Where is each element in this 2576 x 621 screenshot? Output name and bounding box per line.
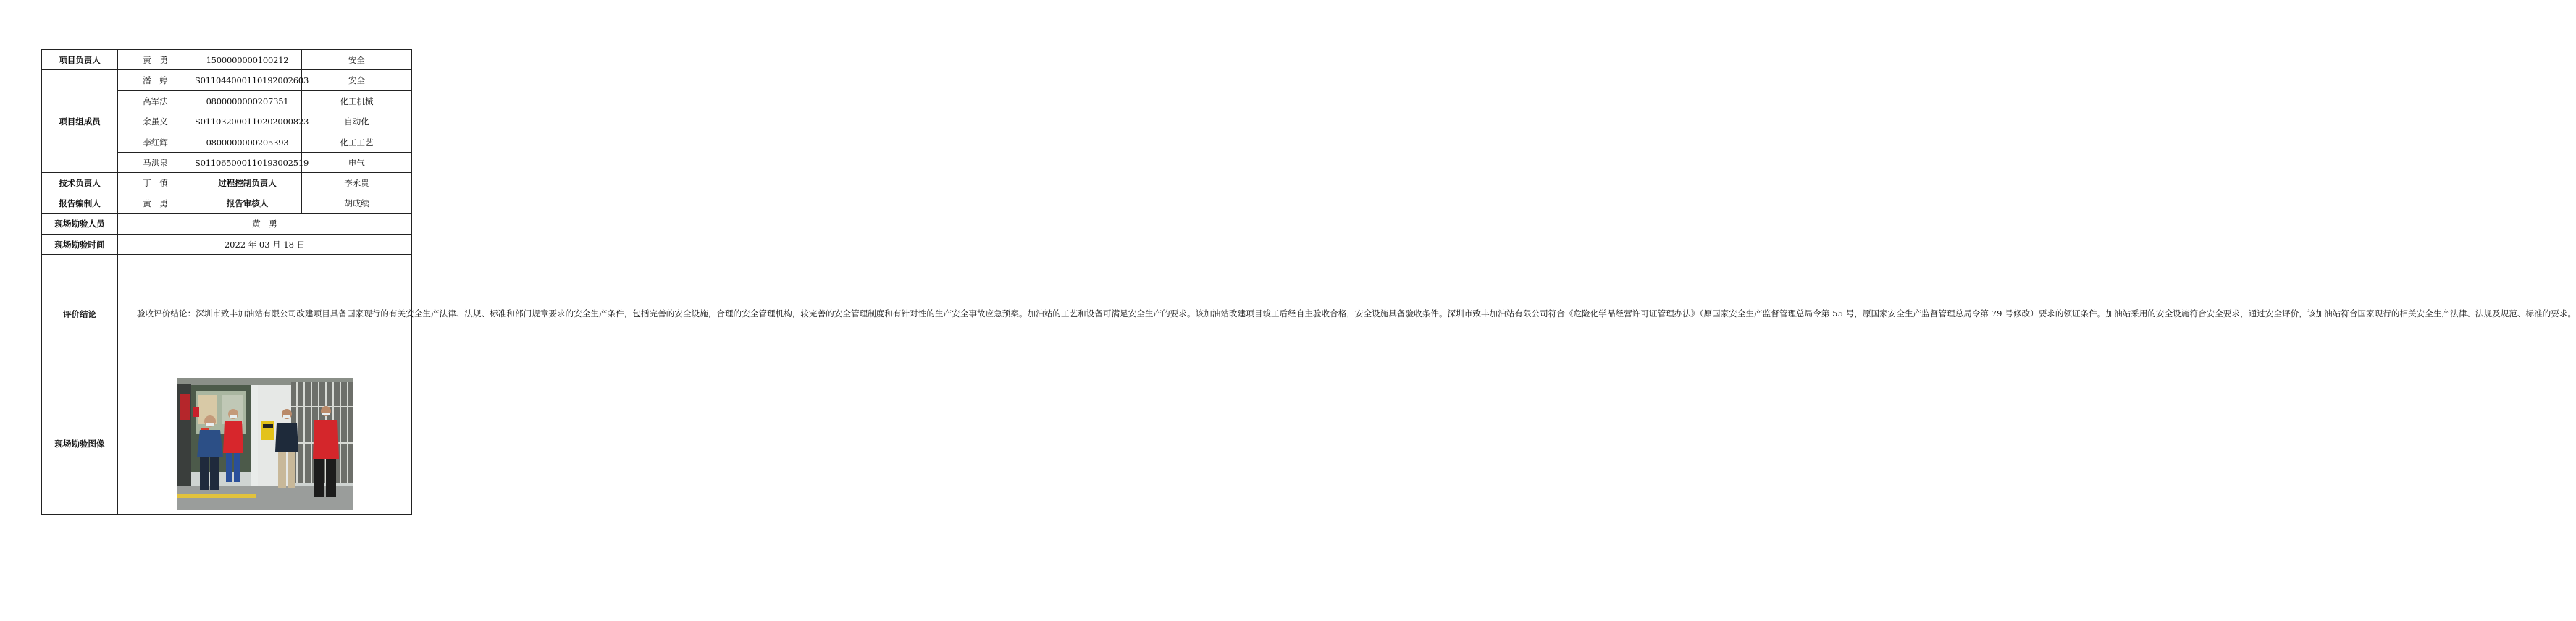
leader-cert: 1500000000100212 [193, 50, 302, 70]
member-name: 余虽义 [118, 111, 193, 132]
tech-label: 技术负责人 [42, 173, 118, 193]
photo-cell [118, 373, 412, 515]
member-name: 高军法 [118, 91, 193, 111]
member-row [42, 70, 412, 91]
member-field: 化工机械 [302, 91, 412, 111]
member-cert: S011044000110192002603 [193, 70, 302, 91]
member-name: 潘 婷 [118, 70, 193, 91]
conclusion-label: 评价结论 [42, 255, 118, 373]
conclusion-cell [118, 255, 2576, 373]
site-time-value: 2022 年 03 月 18 日 [118, 235, 412, 255]
site-inspection-photo [177, 378, 353, 510]
report-reviewer-label: 报告审核人 [193, 193, 302, 214]
site-staff-label: 现场勘验人员 [42, 214, 118, 235]
site-staff-row [42, 214, 412, 235]
conclusion-text: 验收评价结论：深圳市致丰加油站有限公司改建项目具备国家现行的有关安全生产法律、法规、标准和部门规章要求的安全生产条件，包括完善的安全设施，合理的安全管理机构，较完善的安全管理制度和有针对性的生产安全事故应急预案。加油站的工艺和设备可满足安全生产的要求。该加油站改建项目竣工后经自主验收合格，安全设施具备验收条件。深圳市致丰加油站有限公司符合《危险化学品经营许可证管理办法》（原国家安全生产监督管理总局令第 55 号，原国家安全生产监督管理总局令第 79 号修改）要求的领证条件。加油站采用的安全设施符合安全要求，通过安全评价，该加油站符合国家现行的相关安全生产法律、法规及规范、标准的要求。 [137, 308, 2576, 318]
member-name: 马洪泉 [118, 153, 193, 173]
photo-row [42, 373, 412, 515]
report-row [42, 193, 412, 214]
report-author-name: 黄 勇 [118, 193, 193, 214]
member-cert: S011032000110202000823 [193, 111, 302, 132]
conclusion-row [42, 255, 412, 373]
member-name: 李红辉 [118, 132, 193, 153]
tech-name: 丁 慎 [118, 173, 193, 193]
member-field: 安全 [302, 70, 412, 91]
member-cert: 0800000000207351 [193, 91, 302, 111]
process-control-label: 过程控制负责人 [193, 173, 302, 193]
leader-field: 安全 [302, 50, 412, 70]
report-table [41, 49, 2576, 515]
member-cert: 0800000000205393 [193, 132, 302, 153]
report-reviewer-name: 胡成续 [302, 193, 412, 214]
member-field: 电气 [302, 153, 412, 173]
process-control-name: 李永贵 [302, 173, 412, 193]
site-time-row [42, 235, 412, 255]
photo-label: 现场勘验图像 [42, 373, 118, 515]
leader-name: 黄 勇 [118, 50, 193, 70]
member-field: 自动化 [302, 111, 412, 132]
site-time-label: 现场勘验时间 [42, 235, 118, 255]
report-author-label: 报告编制人 [42, 193, 118, 214]
leader-label: 项目负责人 [42, 50, 118, 70]
members-label: 项目组成员 [42, 70, 118, 173]
member-cert: S011065000110193002519 [193, 153, 302, 173]
leader-row [42, 50, 412, 70]
member-field: 化工工艺 [302, 132, 412, 153]
tech-row [42, 173, 412, 193]
site-staff-value: 黄 勇 [118, 214, 412, 235]
